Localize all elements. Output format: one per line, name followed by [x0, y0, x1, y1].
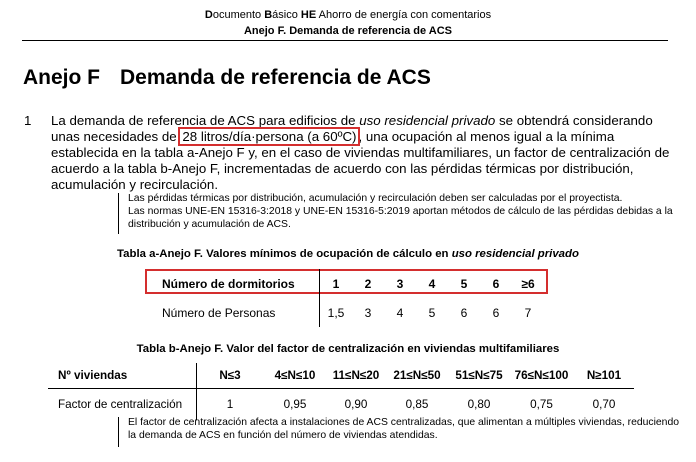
table-a-caption [0, 248, 696, 260]
table-cell: 0,80 [467, 398, 491, 411]
table-header-cell: 1 [320, 269, 353, 298]
table-header-cell: 51≤N≤75 [449, 363, 509, 389]
header-divider [22, 40, 668, 41]
paragraph-text: , una ocupación al menos igual a la mínima establecida en la tabla a-Anejo F y, en el caso de viviendas multifamiliares, un factor de centralización de acuerdo a la tabla b-Anejo F, incrementadas de acuerdo con las pérdidas térmicas por distribución, acumulación y recirculación. [51, 129, 670, 193]
table-header-cell: 21≤N≤50 [385, 363, 449, 389]
paragraph-text: se obtendrá considerando unas necesidades de [51, 113, 653, 145]
note-line: Las pérdidas térmicas por distribución, acumulación y recirculación deben ser calculadas por el proyectista. [128, 193, 623, 204]
paragraph-italic: uso residencial privado [359, 113, 496, 128]
document-header [0, 9, 696, 21]
table-a [150, 269, 544, 327]
paragraph-number: 1 [24, 113, 32, 128]
table-header-cell: ≥6 [521, 276, 535, 291]
table-cell: 0,75 [530, 398, 553, 411]
table-cell: 6 [492, 305, 500, 320]
doc-title-part: D [204, 9, 213, 21]
caption-italic: uso residencial privado [451, 248, 579, 260]
doc-title-part: ásico [272, 9, 301, 21]
table-cell: 3 [364, 305, 372, 320]
table-row-label: Número de Personas [162, 305, 276, 320]
title-text: Demanda de referencia de ACS [120, 66, 431, 89]
table-cell: 1,5 [320, 298, 353, 327]
note-line: El factor de centralización afecta a instalaciones de ACS centralizadas, que alimentan a múltiples viviendas, reduciendo la demanda de ACS en función del número de viviendas atendidas. [128, 417, 680, 441]
table-header-cell: N≤3 [197, 363, 264, 389]
table-cell: 0,85 [405, 398, 429, 411]
table-header-cell: 6 [492, 276, 500, 291]
doc-title-part: B [264, 9, 273, 21]
table-header-cell: 4≤N≤10 [263, 363, 327, 389]
paragraph-text: La demanda de referencia de ACS para edificios de [51, 113, 360, 128]
table-cell: 7 [524, 305, 532, 320]
table-b [48, 363, 634, 420]
doc-title-part: HE [300, 9, 317, 21]
table-row [150, 269, 544, 298]
table-b-caption: Tabla b-Anejo F. Valor del factor de centralización en viviendas multifamiliares [136, 343, 560, 355]
title-label: Anejo F [23, 66, 100, 89]
highlighted-value: 28 litros/día·persona (a 60ºC) [182, 129, 357, 145]
table-header-cell: 2 [364, 276, 372, 291]
table-row [150, 298, 544, 327]
table-row-label: Factor de centralización [58, 398, 183, 411]
comment-note-1 [118, 193, 688, 234]
table-header-cell: 5 [460, 276, 468, 291]
doc-title-part: Ahorro de energía con comentarios [316, 9, 492, 21]
table-cell: 4 [396, 305, 404, 320]
table-row [48, 363, 634, 389]
page-title [23, 66, 431, 90]
table-header-cell: 11≤N≤20 [327, 363, 385, 389]
table-row [48, 389, 634, 421]
table-header-cell: 4 [428, 276, 436, 291]
table-header-cell: N≥101 [574, 363, 634, 389]
comment-note-2 [118, 417, 688, 447]
paragraph-body [51, 113, 676, 193]
table-cell: 1 [197, 389, 264, 421]
table-cell: 0,95 [283, 398, 307, 411]
table-cell: 0,70 [592, 398, 616, 411]
table-cell: 5 [428, 305, 436, 320]
annex-header: Anejo F. Demanda de referencia de ACS [243, 25, 453, 37]
table-header-cell: 76≤N≤100 [509, 363, 574, 389]
caption-text: Tabla a-Anejo F. Valores mínimos de ocupación de cálculo en [117, 248, 452, 260]
table-header-label: Número de dormitorios [162, 276, 295, 291]
table-header-label: Nº viviendas [48, 363, 197, 389]
table-cell: 0,90 [344, 398, 368, 411]
doc-title-part: ocumento [212, 9, 265, 21]
note-line: Las normas UNE-EN 15316-3:2018 y UNE-EN 15316-5:2019 aportan métodos de cálculo de las pérdidas debidas a la distribución y acumulación de ACS. [128, 205, 673, 230]
table-header-cell: 3 [396, 276, 404, 291]
table-cell: 6 [460, 305, 468, 320]
